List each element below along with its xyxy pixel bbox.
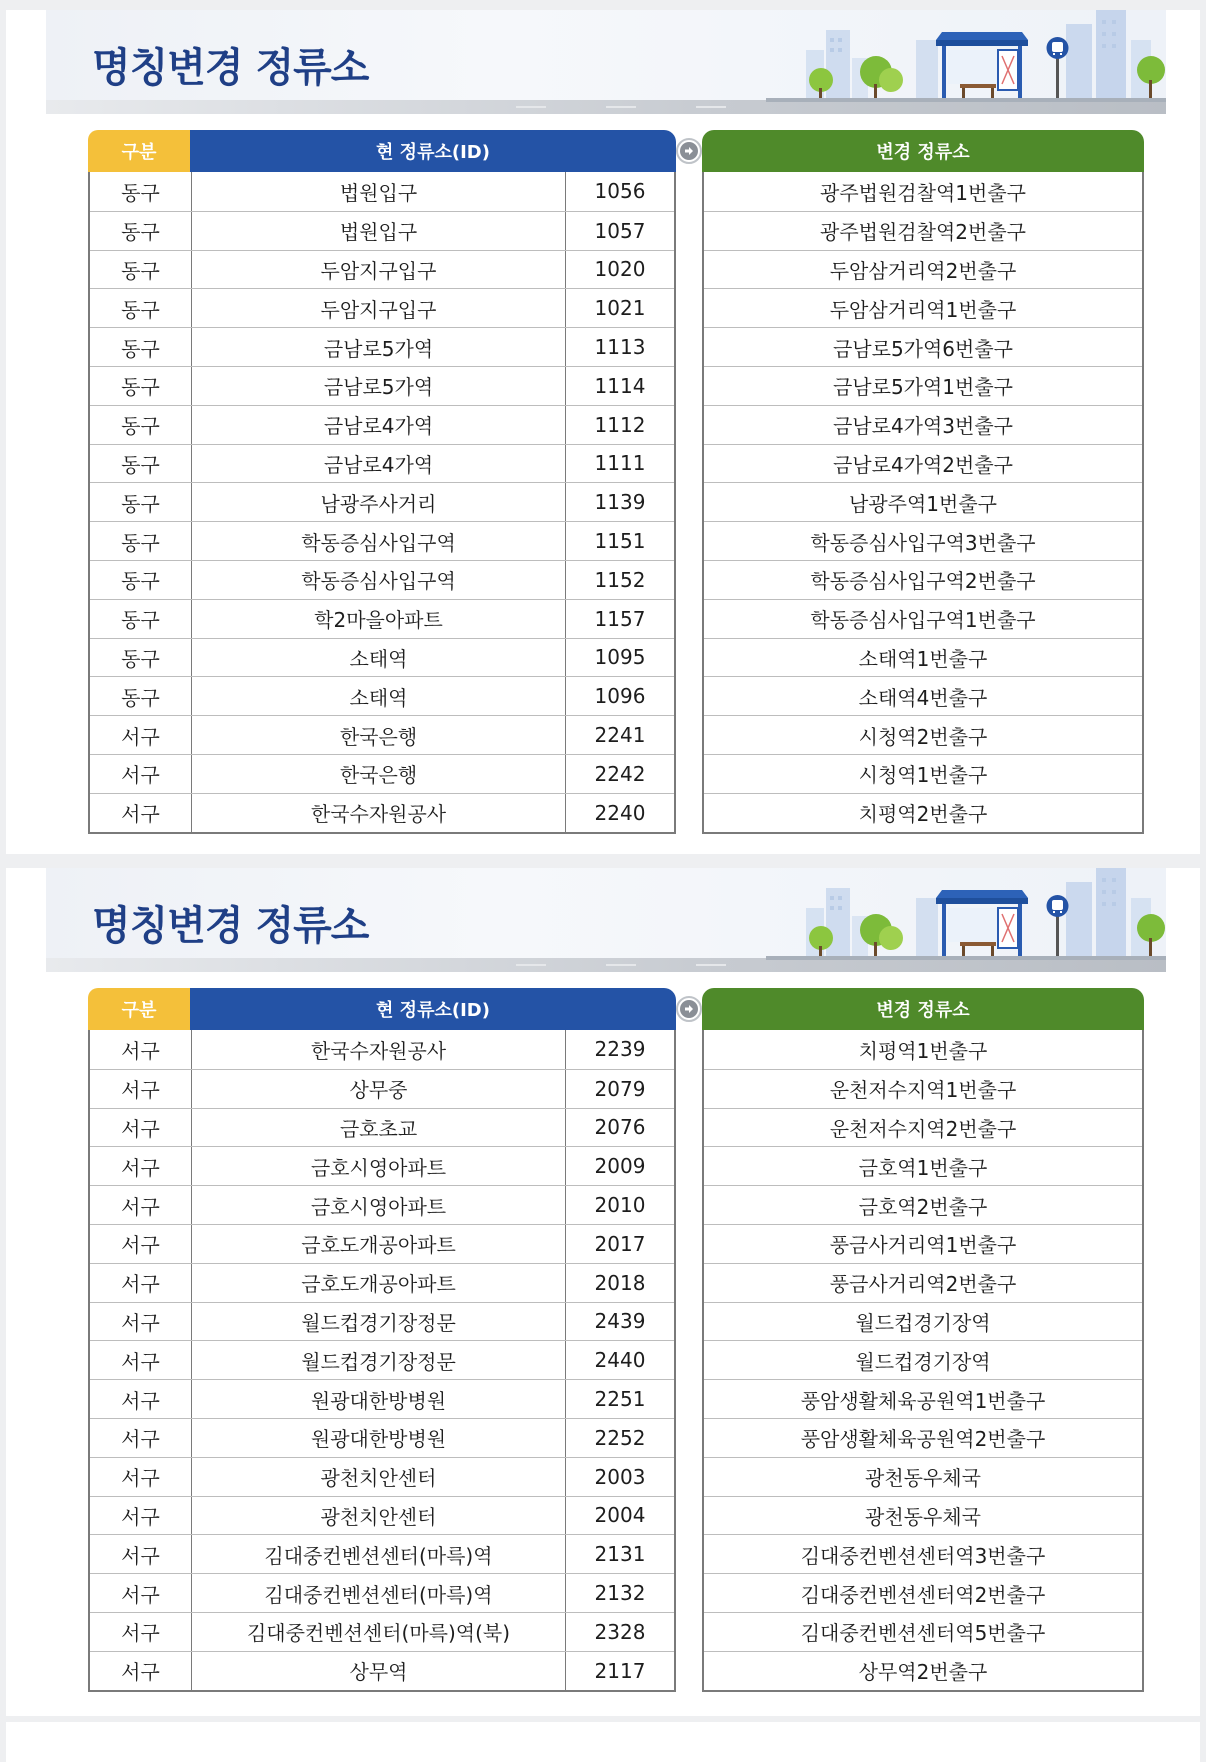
changed-stop-name-cell: 치평역1번출구 [858, 1038, 988, 1063]
arrow-right-icon [676, 138, 702, 164]
changed-stop-name-cell: 두암삼거리역2번출구 [829, 258, 1017, 283]
changed-stop-name-cell: 시청역1번출구 [858, 763, 988, 788]
current-stop-name-cell: 한국은행 [192, 755, 566, 793]
district-cell: 동구 [90, 639, 192, 677]
table-row [704, 1418, 1142, 1457]
table-row [704, 211, 1142, 250]
district-cell: 동구 [90, 367, 192, 405]
district-cell: 동구 [90, 561, 192, 599]
table-row [90, 1457, 674, 1496]
current-stop-name-cell: 금남로5가역 [192, 328, 566, 366]
current-stop-name-cell: 상무역 [192, 1652, 566, 1690]
stop-id-cell: 1095 [594, 645, 646, 670]
current-stop-name-cell: 김대중컨벤션센터(마륵)역(북) [192, 1613, 566, 1651]
table-row [704, 1651, 1142, 1690]
table-row [704, 560, 1142, 599]
district-cell: 서구 [90, 1458, 192, 1496]
table-row [90, 482, 674, 521]
table-row [704, 1224, 1142, 1263]
changed-stop-name-cell: 광천동우체국 [865, 1504, 981, 1529]
stop-id-cell: 2131 [594, 1542, 646, 1567]
current-stop-name-cell: 금호도개공아파트 [192, 1225, 566, 1263]
stop-id-cell: 1139 [594, 490, 646, 515]
changed-stop-name-cell: 치평역2번출구 [858, 802, 988, 827]
current-stop-name-cell: 원광대한방병원 [192, 1380, 566, 1418]
stop-id-cell: 2132 [594, 1581, 646, 1606]
table-row [90, 1224, 674, 1263]
district-cell: 서구 [90, 1147, 192, 1185]
current-stop-name-cell: 광천치안센터 [192, 1497, 566, 1535]
changed-stop-name-cell: 풍금사거리역1번출구 [829, 1233, 1017, 1258]
changed-stop-name-cell: 남광주역1번출구 [849, 491, 997, 516]
stop-id-cell: 2440 [594, 1348, 646, 1373]
stop-id-cell: 1113 [594, 335, 646, 360]
current-stop-name-cell: 김대중컨벤션센터(마륵)역 [192, 1535, 566, 1573]
current-stop-name-cell: 법원입구 [192, 172, 566, 211]
stop-id-cell: 2240 [594, 800, 646, 825]
notice-panel-2 [6, 868, 1200, 1716]
table-row [90, 1185, 674, 1224]
table-row [704, 1108, 1142, 1147]
current-stop-name-cell: 한국수자원공사 [192, 794, 566, 832]
district-cell: 동구 [90, 522, 192, 560]
district-cell: 동구 [90, 406, 192, 444]
current-stop-name-cell: 두암지구입구 [192, 289, 566, 327]
district-cell: 서구 [90, 1109, 192, 1147]
district-cell: 동구 [90, 600, 192, 638]
current-stop-name-cell: 금남로4가역 [192, 406, 566, 444]
table-row [90, 1302, 674, 1341]
bus-stop-illustration-icon [766, 868, 1166, 972]
current-stop-name-cell: 광천치안센터 [192, 1458, 566, 1496]
header-gubun: 구분 [88, 988, 190, 1030]
stop-id-cell: 2003 [594, 1464, 646, 1489]
stop-id-cell: 1056 [594, 179, 646, 204]
district-cell: 서구 [90, 1303, 192, 1341]
stop-id-cell: 2251 [594, 1387, 646, 1412]
changed-stop-name-cell: 금남로4가역3번출구 [832, 414, 1013, 439]
table-row [704, 599, 1142, 638]
district-cell: 서구 [90, 1341, 192, 1379]
district-cell: 서구 [90, 1225, 192, 1263]
arrow-right-icon [676, 996, 702, 1022]
table-row [704, 1146, 1142, 1185]
changed-stop-name-cell: 김대중컨벤션센터역2번출구 [800, 1582, 1046, 1607]
table-row [704, 366, 1142, 405]
table-row [90, 793, 674, 832]
district-cell: 서구 [90, 1419, 192, 1457]
table-row [704, 327, 1142, 366]
table-row [704, 1573, 1142, 1612]
stop-id-cell: 2328 [594, 1619, 646, 1644]
stop-id-cell: 1057 [594, 218, 646, 243]
changed-stop-name-cell: 금남로4가역2번출구 [832, 452, 1013, 477]
notice-panel-3-partial [6, 1722, 1200, 1762]
changed-stop-name-cell: 김대중컨벤션센터역5번출구 [800, 1621, 1046, 1646]
header-changed-stop: 변경 정류소 [702, 988, 1144, 1030]
changed-stop-name-cell: 운천저수지역2번출구 [829, 1116, 1017, 1141]
table-row [704, 1612, 1142, 1651]
changed-stop-name-cell: 김대중컨벤션센터역3번출구 [800, 1543, 1046, 1568]
header-current-stop: 현 정류소(ID) [190, 988, 676, 1030]
table-row [90, 1651, 674, 1690]
current-stop-name-cell: 금호시영아파트 [192, 1147, 566, 1185]
changed-stop-name-cell: 광주법원검찰역2번출구 [820, 220, 1026, 245]
current-stop-name-cell: 소태역 [192, 639, 566, 677]
district-cell: 동구 [90, 677, 192, 715]
table-row [704, 715, 1142, 754]
table-row [704, 754, 1142, 793]
table-row [90, 560, 674, 599]
table-row [90, 1612, 674, 1651]
changed-stop-name-cell: 소태역1번출구 [858, 646, 988, 671]
stop-id-cell: 2239 [594, 1037, 646, 1062]
changed-stop-name-cell: 학동증심사입구역3번출구 [810, 530, 1036, 555]
changed-stop-name-cell: 상무역2번출구 [858, 1660, 988, 1685]
table-row [90, 1030, 674, 1069]
stop-id-cell: 1021 [594, 296, 646, 321]
table-row [90, 172, 674, 211]
table-row [704, 1457, 1142, 1496]
current-stop-name-cell: 상무중 [192, 1070, 566, 1108]
table-row [90, 1418, 674, 1457]
current-stop-name-cell: 학동증심사입구역 [192, 561, 566, 599]
table-row [90, 715, 674, 754]
current-stop-name-cell: 금남로4가역 [192, 445, 566, 483]
bus-stop-illustration-icon [766, 10, 1166, 114]
district-cell: 서구 [90, 1030, 192, 1069]
table-row [90, 1534, 674, 1573]
district-cell: 동구 [90, 251, 192, 289]
changed-stop-name-cell: 학동증심사입구역1번출구 [810, 608, 1036, 633]
table-row [90, 288, 674, 327]
table-row [90, 754, 674, 793]
table-row [90, 366, 674, 405]
district-cell: 동구 [90, 212, 192, 250]
changed-stop-name-cell: 월드컵경기장역 [855, 1310, 991, 1335]
changed-stop-name-cell: 광주법원검찰역1번출구 [820, 180, 1026, 205]
changed-stops-body [702, 172, 1144, 834]
table-row [90, 1069, 674, 1108]
header-current-stop: 현 정류소(ID) [190, 130, 676, 172]
stop-id-cell: 2079 [594, 1076, 646, 1101]
current-stop-name-cell: 한국수자원공사 [192, 1030, 566, 1069]
stop-id-cell: 1112 [594, 412, 646, 437]
section-title: 명칭변경 정류소 [92, 903, 369, 949]
district-cell: 서구 [90, 1574, 192, 1612]
district-cell: 서구 [90, 1535, 192, 1573]
table-row [704, 405, 1142, 444]
table-row [704, 638, 1142, 677]
current-stop-name-cell: 월드컵경기장정문 [192, 1341, 566, 1379]
table-row [90, 638, 674, 677]
current-stop-name-cell: 금호초교 [192, 1109, 566, 1147]
table-row [90, 444, 674, 483]
changed-stops-body [702, 1030, 1144, 1692]
table-row [704, 250, 1142, 289]
stop-id-cell: 2076 [594, 1115, 646, 1140]
table-row [704, 1534, 1142, 1573]
current-stop-name-cell: 두암지구입구 [192, 251, 566, 289]
table-row [90, 1108, 674, 1147]
current-stop-name-cell: 김대중컨벤션센터(마륵)역 [192, 1574, 566, 1612]
current-stop-name-cell: 한국은행 [192, 716, 566, 754]
table-row [704, 1379, 1142, 1418]
section-banner [46, 10, 1166, 114]
changed-stop-name-cell: 운천저수지역1번출구 [829, 1078, 1017, 1103]
changed-stop-name-cell: 광천동우체국 [865, 1466, 981, 1491]
changed-stop-name-cell: 시청역2번출구 [858, 724, 988, 749]
table-row [704, 1263, 1142, 1302]
table-row [90, 327, 674, 366]
current-stop-name-cell: 법원입구 [192, 212, 566, 250]
current-stop-name-cell: 금남로5가역 [192, 367, 566, 405]
stop-id-cell: 2004 [594, 1503, 646, 1528]
changed-stop-name-cell: 풍암생활체육공원역1번출구 [800, 1388, 1046, 1413]
table-row [704, 1496, 1142, 1535]
table-row [90, 211, 674, 250]
table-row [704, 1030, 1142, 1069]
table-row [704, 288, 1142, 327]
current-stop-name-cell: 학2마을아파트 [192, 600, 566, 638]
stop-id-cell: 1020 [594, 257, 646, 282]
table-row [90, 250, 674, 289]
changed-stop-name-cell: 금호역1번출구 [858, 1155, 988, 1180]
table-row [90, 405, 674, 444]
stop-id-cell: 2018 [594, 1270, 646, 1295]
table-row [704, 521, 1142, 560]
header-gubun: 구분 [88, 130, 190, 172]
current-stop-name-cell: 소태역 [192, 677, 566, 715]
changed-stop-name-cell: 금남로5가역6번출구 [832, 336, 1013, 361]
changed-stop-name-cell: 두암삼거리역1번출구 [829, 297, 1017, 322]
district-cell: 서구 [90, 1070, 192, 1108]
stop-id-cell: 1152 [594, 567, 646, 592]
stop-id-cell: 2252 [594, 1425, 646, 1450]
changed-stop-name-cell: 풍금사거리역2번출구 [829, 1272, 1017, 1297]
current-stop-name-cell: 원광대한방병원 [192, 1419, 566, 1457]
section-banner [46, 868, 1166, 972]
current-stops-body [88, 172, 676, 834]
stop-id-cell: 1151 [594, 529, 646, 554]
current-stop-name-cell: 남광주사거리 [192, 483, 566, 521]
table-row [90, 1496, 674, 1535]
stop-id-cell: 2010 [594, 1193, 646, 1218]
table-row [704, 172, 1142, 211]
changed-stop-name-cell: 소태역4번출구 [858, 685, 988, 710]
table-row [704, 1340, 1142, 1379]
changed-stop-name-cell: 월드컵경기장역 [855, 1349, 991, 1374]
table-row [704, 482, 1142, 521]
district-cell: 서구 [90, 1613, 192, 1651]
district-cell: 서구 [90, 1186, 192, 1224]
table-row [704, 1069, 1142, 1108]
table-row [704, 676, 1142, 715]
table-row [704, 444, 1142, 483]
stop-id-cell: 2117 [594, 1658, 646, 1683]
header-changed-stop: 변경 정류소 [702, 130, 1144, 172]
changed-stop-name-cell: 학동증심사입구역2번출구 [810, 569, 1036, 594]
district-cell: 동구 [90, 483, 192, 521]
table-row [90, 1379, 674, 1418]
district-cell: 동구 [90, 328, 192, 366]
current-stop-name-cell: 학동증심사입구역 [192, 522, 566, 560]
district-cell: 동구 [90, 445, 192, 483]
district-cell: 서구 [90, 716, 192, 754]
district-cell: 서구 [90, 1264, 192, 1302]
table-row [90, 1340, 674, 1379]
table-row [90, 599, 674, 638]
stop-id-cell: 2017 [594, 1231, 646, 1256]
stop-id-cell: 1111 [594, 451, 646, 476]
stop-id-cell: 1096 [594, 684, 646, 709]
district-cell: 동구 [90, 289, 192, 327]
stop-id-cell: 1114 [594, 373, 646, 398]
current-stops-body [88, 1030, 676, 1692]
stop-id-cell: 1157 [594, 606, 646, 631]
district-cell: 서구 [90, 1380, 192, 1418]
changed-stop-name-cell: 금남로5가역1번출구 [832, 375, 1013, 400]
table-row [90, 1573, 674, 1612]
district-cell: 서구 [90, 755, 192, 793]
section-title: 명칭변경 정류소 [92, 45, 369, 91]
table-row [704, 1185, 1142, 1224]
table-row [704, 1302, 1142, 1341]
current-stop-name-cell: 월드컵경기장정문 [192, 1303, 566, 1341]
current-stop-name-cell: 금호도개공아파트 [192, 1264, 566, 1302]
stop-id-cell: 2439 [594, 1309, 646, 1334]
table-row [90, 1263, 674, 1302]
district-cell: 서구 [90, 1497, 192, 1535]
notice-panel-1 [6, 10, 1200, 854]
district-cell: 서구 [90, 794, 192, 832]
stop-id-cell: 2242 [594, 761, 646, 786]
changed-stop-name-cell: 풍암생활체육공원역2번출구 [800, 1427, 1046, 1452]
district-cell: 서구 [90, 1652, 192, 1690]
stop-id-cell: 2009 [594, 1154, 646, 1179]
table-row [90, 676, 674, 715]
district-cell: 동구 [90, 172, 192, 211]
table-row [90, 1146, 674, 1185]
current-stop-name-cell: 금호시영아파트 [192, 1186, 566, 1224]
changed-stop-name-cell: 금호역2번출구 [858, 1194, 988, 1219]
table-row [90, 521, 674, 560]
table-row [704, 793, 1142, 832]
stop-id-cell: 2241 [594, 723, 646, 748]
